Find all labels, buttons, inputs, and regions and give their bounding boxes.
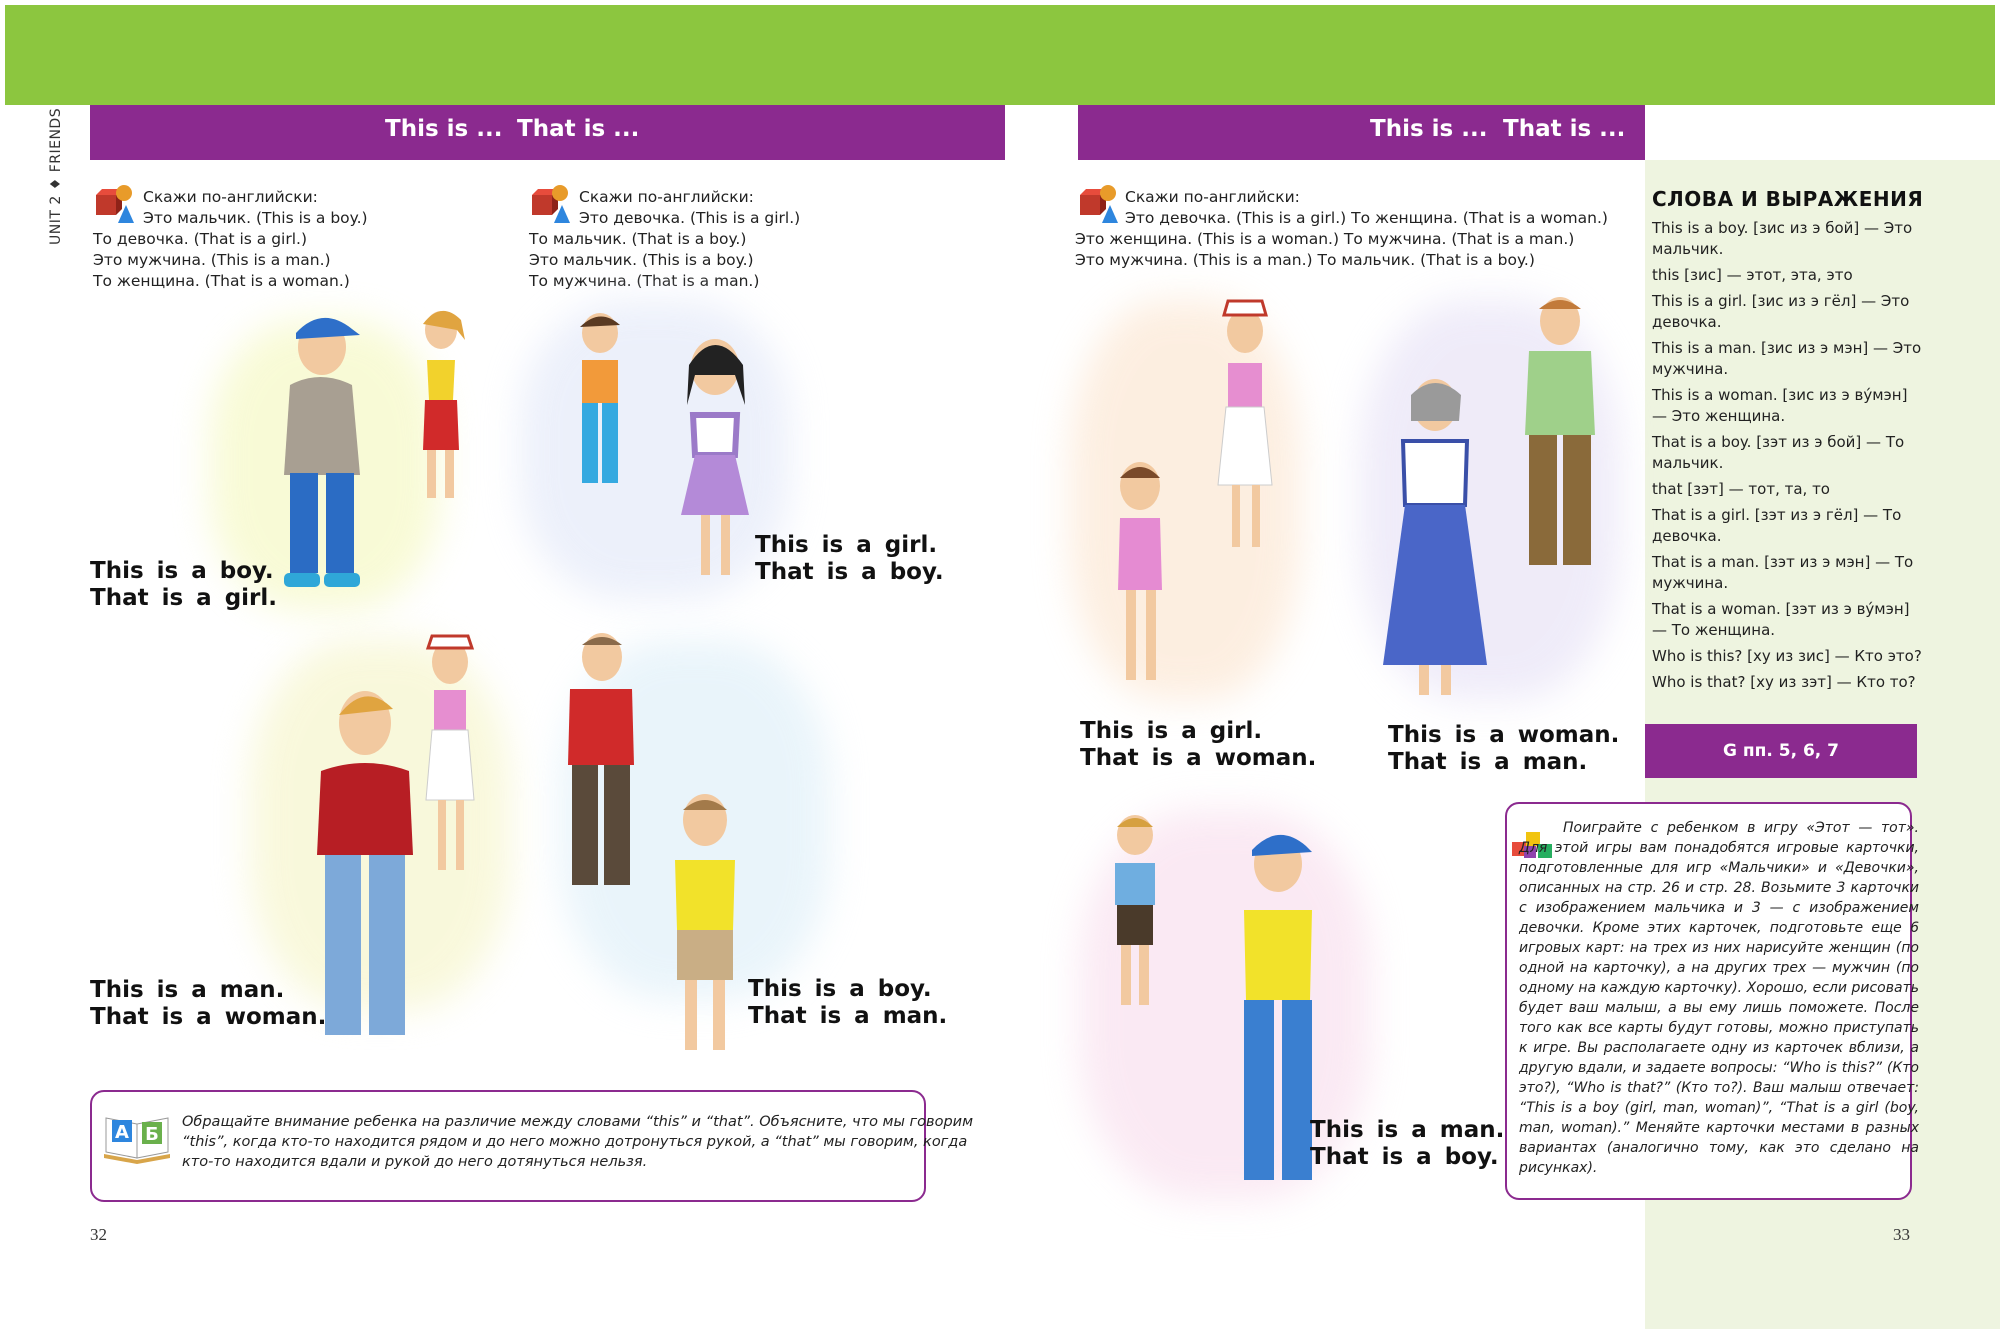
vocab-item: that [зэт] — тот, та, то — [1652, 480, 1830, 498]
man-figure-illustration — [550, 625, 650, 895]
girl-figure-illustration — [665, 325, 765, 595]
boy-figure-illustration — [260, 305, 380, 595]
caption-this-line: This is a girl. — [755, 532, 938, 558]
caption-that-line: That is a man. — [748, 1003, 948, 1029]
caption-that-line: That is a woman. — [90, 1004, 327, 1030]
girl-figure-illustration — [405, 300, 475, 510]
instruction-line: Это мужчина. (This is a man.) То мальчик. (That is a boy.) — [1075, 251, 1535, 269]
instruction-line: Это мальчик. (This is a boy.) — [529, 251, 754, 269]
caption-that-line: That is a boy. — [755, 559, 944, 585]
vocab-item: This is a boy. [зис из э бой] — Это мальчик. — [1652, 219, 1913, 258]
woman-figure-illustration — [1375, 365, 1495, 705]
vocab-item: That is a woman. [зэт из э ву́мэн] — То женщина. — [1652, 600, 1910, 639]
instruction-line: То девочка. (That is a girl.) — [93, 230, 307, 248]
instruction-line: Скажи по-английски: — [579, 188, 754, 206]
caption-this-line: This is a man. — [90, 977, 285, 1003]
instruction-line: Это женщина. (This is a woman.) То мужчина. (That is a man.) — [1075, 230, 1575, 248]
instruction-block-3 — [1075, 187, 1608, 271]
boy-figure-illustration — [655, 780, 755, 1070]
instruction-line: То женщина. (That is a woman.) — [93, 272, 350, 290]
vocab-item: This is a man. [зис из э мэн] — Это мужчина. — [1652, 339, 1922, 378]
parent-note-left — [90, 1090, 974, 1202]
caption-that-line: That is a man. — [1388, 749, 1588, 775]
alphabet-book-icon — [102, 1114, 172, 1164]
instruction-line: Скажи по-английски: — [143, 188, 318, 206]
caption-5 — [1080, 718, 1316, 772]
parent-note-right — [1505, 802, 1919, 1200]
parent-note-right-text: Поиграйте с ребенком в игру «Этот — тот». Для этой игры вам понадобятся игровые карточки, подготовленные для игр «Мальчики» и «Девочки», описанных на стр. 26 и стр. 28. Возьмите 3 карточки с изображением мальчика и 3 — с изображением девочки. Кроме этих карточек, подготовьте еще 6 игровых карт: на трех из них нарисуйте женщин (по одной на карточку), а на других трех — мужчин (по одному на каждую карточку). Хорошо, если рисовать будет ваш малыш, а вы ему лишь поможете. После того как все карты будут готовы, можно приступать к игре. Вы располагаете одну из карточек вблизи, а другую вдали, и задаете вопросы: “Who is this?” (Кто это?), “Who is that?” (Кто то?). Ваш малыш отвечает: “This is a boy (girl, man, woman)”, “That is a girl (boy, man, woman).” Меняйте карточки местами в разных вариантах (аналогично тому, как это сделано на рисунках). — [1519, 820, 1919, 1176]
page-number-right: 33 — [1893, 1225, 1910, 1244]
header-band-left — [90, 105, 1005, 160]
man-figure-illustration — [1505, 285, 1615, 585]
instruction-line: То мальчик. (That is a boy.) — [529, 230, 747, 248]
boy-figure-illustration — [560, 305, 640, 495]
page-number-left: 32 — [90, 1225, 107, 1244]
caption-this-line: This is a man. — [1310, 1117, 1505, 1143]
svg-text:Б: Б — [145, 1124, 159, 1145]
vocabulary-title: СЛОВА И ВЫРАЖЕНИЯ — [1652, 187, 1924, 211]
caption-this-line: This is a girl. — [1080, 718, 1263, 744]
woman-figure-illustration — [1200, 295, 1290, 565]
vocab-item: Who is that? [ху из зэт] — Кто то? — [1652, 673, 1916, 691]
caption-this-line: This is a boy. — [90, 558, 274, 584]
vocab-item: This is a woman. [зис из э ву́мэн] — Это женщина. — [1652, 386, 1908, 425]
instruction-line: Это девочка. (This is a girl.) — [579, 209, 801, 227]
instruction-line: Скажи по-английски: — [1125, 188, 1300, 206]
vocab-item: This is a girl. [зис из э гёл] — Это девочка. — [1652, 292, 1910, 331]
vocab-item: Who is this? [ху из зис] — Кто это? — [1652, 647, 1922, 665]
header-band-right — [1078, 105, 1645, 160]
boy-figure-illustration — [1095, 805, 1175, 1020]
caption-6 — [1388, 722, 1619, 776]
top-green-bar — [5, 5, 1995, 105]
caption-3 — [90, 977, 326, 1031]
woman-figure-illustration — [410, 630, 490, 885]
instruction-block-1 — [93, 187, 368, 292]
caption-4 — [748, 976, 947, 1030]
instruction-line: То мужчина. (That is a man.) — [529, 272, 760, 290]
header-title-that: That is ... — [517, 116, 640, 142]
vocabulary-list — [1652, 218, 1922, 698]
caption-2 — [755, 532, 944, 586]
unit-label: UNIT 2 ♦ FRIENDS — [48, 107, 64, 245]
caption-that-line: That is a boy. — [1310, 1144, 1499, 1170]
caption-this-line: This is a woman. — [1388, 722, 1620, 748]
caption-7 — [1310, 1117, 1504, 1171]
instruction-line: Это девочка. (This is a girl.) То женщина. (That is a woman.) — [1125, 209, 1608, 227]
vocab-item: That is a boy. [зэт из э бой] — То мальчик. — [1652, 433, 1905, 472]
caption-that-line: That is a woman. — [1080, 745, 1317, 771]
instruction-block-2 — [529, 187, 800, 292]
parent-note-left-text: Обращайте внимание ребенка на различие между словами “this” и “that”. Объясните, что мы говорим “this”, когда кто-то находится рядом и до него можно дотронуться рукой, а “that” мы говорим, когда кто-то находится вдали и рукой до него дотянуться нельзя. — [182, 1114, 974, 1170]
svg-text:А: А — [115, 1122, 129, 1143]
instruction-line: Это мальчик. (This is a boy.) — [143, 209, 368, 227]
girl-figure-illustration — [1090, 450, 1190, 700]
caption-that-line: That is a girl. — [90, 585, 278, 611]
header-title-this: This is ... — [1370, 116, 1488, 142]
vocab-item: That is a girl. [зэт из э гёл] — То девочка. — [1652, 506, 1902, 545]
caption-this-line: This is a boy. — [748, 976, 932, 1002]
header-title-that: That is ... — [1503, 116, 1626, 142]
grammar-reference-badge: G пп. 5, 6, 7 — [1645, 724, 1917, 778]
caption-1 — [90, 558, 277, 612]
vocab-item: That is a man. [зэт из э мэн] — То мужчина. — [1652, 553, 1914, 592]
instruction-line: Это мужчина. (This is a man.) — [93, 251, 331, 269]
header-title-this: This is ... — [385, 116, 503, 142]
vocab-item: this [зис] — этот, эта, это — [1652, 266, 1853, 284]
